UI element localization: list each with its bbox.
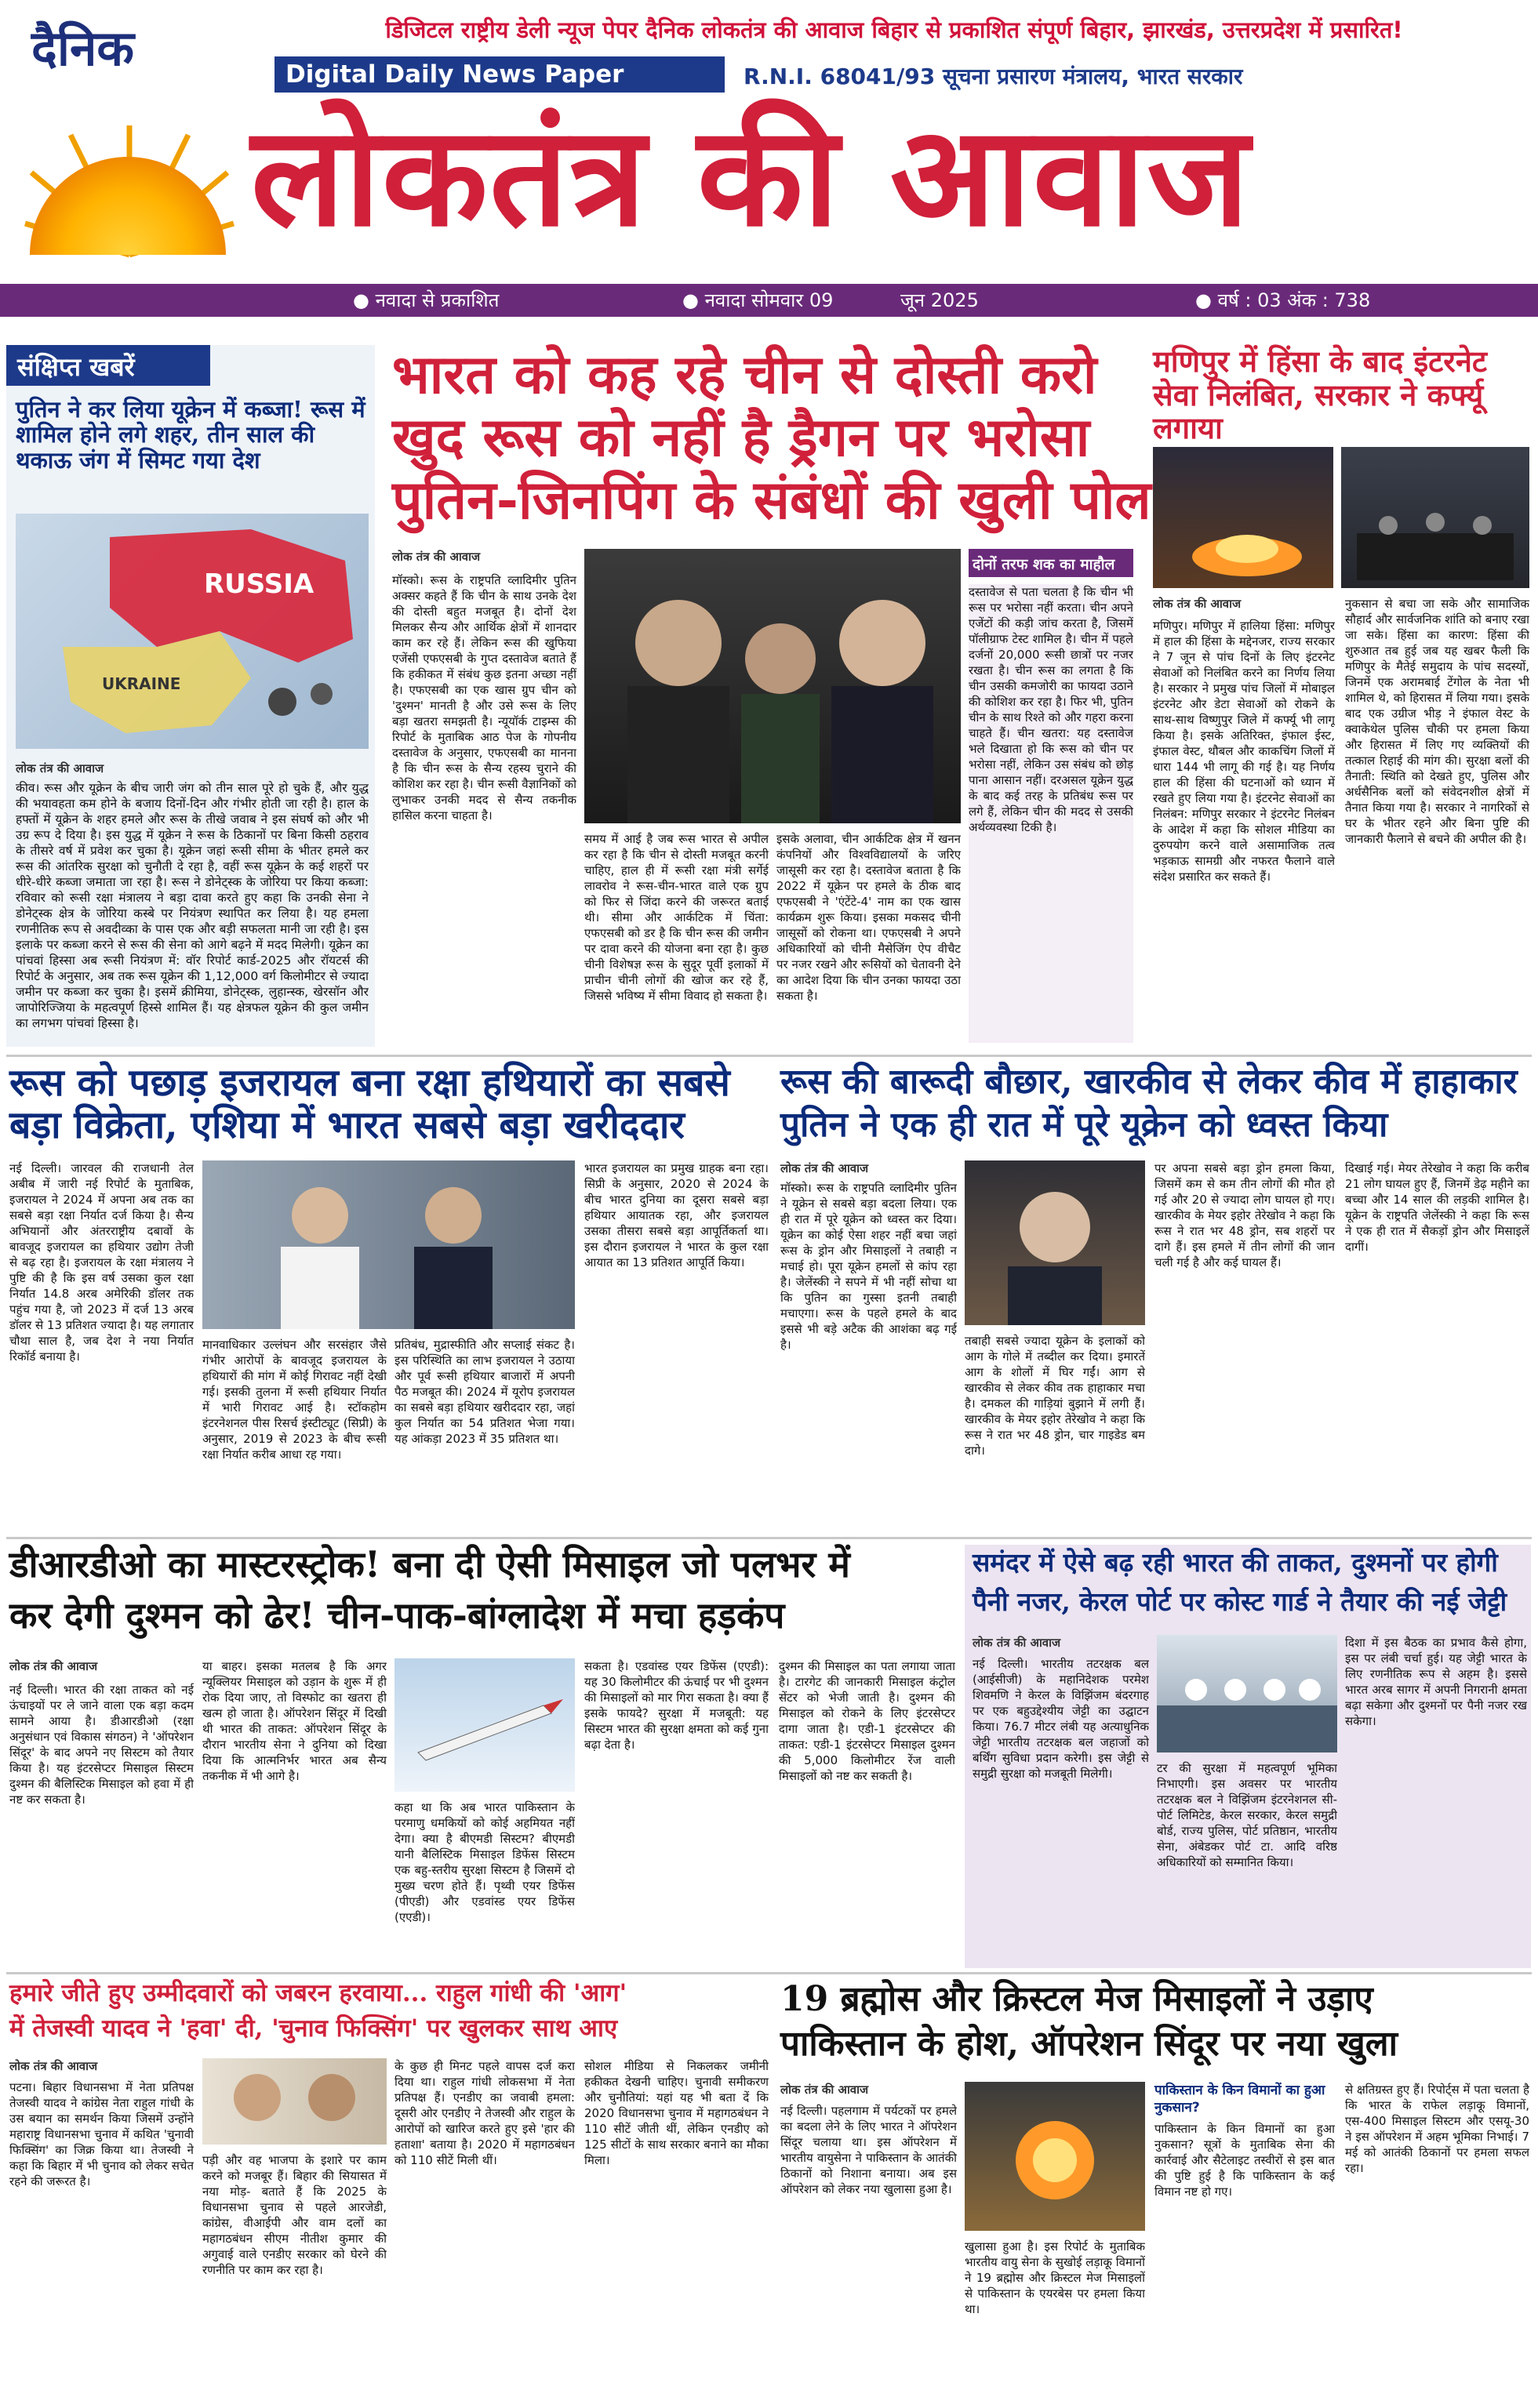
manipur-col-1: मणिपुर। मणिपुर में हालिया हिंसा: मणिपुर में हाल की हिंसा के मद्देनजर, राज्य सरकार ने 7 जून से पांच दिनों के लिए इंटरनेट सेवाओं को निलंबित करने का निर्णय लिया है। सरकार ने प्रमुख पांच जिलों में मोबाइल इंटरनेट और डेटा सेवाओं को रोकने के साथ-साथ विष्णुपुर जिले में कर्फ्यू भी लागू किया है। इसके अतिरिक्त, इंफाल ईस्ट, इंफाल वेस्ट, थौबल और काकचिंग जिलों में धारा 144 भी लागू की गई है। यह निर्णय हाल की हिंसा की घटनाओं को ध्यान में रखते हुए लिया गया है। इंटरनेट सेवाओं का निलंबन: मणिपुर सरकार ने इंटरनेट निलंबन के आदेश में कहा कि सोशल मीडिया का दुरुपयोग करने वाले असामाजिक तत्व भड़काऊ सामग्री और नफरत फैलाने वाले संदेश प्रसारित कर सकते हैं। [1153,619,1335,884]
rahul-col-4: सोशल मीडिया से निकलकर जमीनी हकीकत देखनी चाहिए। चुनावी समीकरण और चुनौतियां: यहां यह भी बता दें कि 2020 विधानसभा चुनाव में महागठबंधन ने 110 सीटें जीती थीं, लेकिन एनडीए को 125 सीटों के साथ सरकार बनाने का मौका मिला। [584,2059,769,2167]
rahul-photo [202,2058,387,2145]
lead-byline: लोक तंत्र की आवाज [392,550,481,564]
kharkiv-headline-1: रूस की बारूदी बौछार, खारकीव से लेकर कीव में हाहाकार [780,1062,1518,1102]
brahmos-col-1: नई दिल्ली। पहलगाम में पर्यटकों पर हमले का बदला लेने के लिए भारत ने ऑपरेशन सिंदूर चलाया था। इस ऑपरेशन में भारतीय वायुसेना ने पाकिस्तान के आतंकी ठिकानों को निशाना बनाया। अब इस ऑपरेशन को लेकर नया खुलासा हुआ है। [780,2104,957,2196]
kharkiv-headline-2: पुतिन ने एक ही रात में पूरे यूक्रेन को ध्वस्त किया [780,1105,1388,1145]
israel-col-4: भारत इजरायल का प्रमुख ग्राहक बना रहा। सिप्री के अनुसार, 2020 से 2024 के बीच भारत दुनिया का दूसरा सबसे बड़ा हथियार आयातक रहा, और इजरायल उसका तीसरा सबसे बड़ा आपूर्तिकर्ता था। इस दौरान इजरायल ने भारत के कुल रक्षा आयात का 13 प्रतिशत आपूर्ति किया। [584,1161,769,1269]
lead-headline-3: पुतिन-जिनपिंग के संबंधों की खुली पोल [392,469,1151,532]
drdo-col-2: या बाहर। इसका मतलब है कि अगर न्यूक्लियर मिसाइल को उड़ान के शुरू में ही रोक दिया जाए, तो विस्फोट का खतरा ही खत्म हो जाता है। ऑपरेशन सिंदूर में दिखी थी भारत की ताकत: ऑपरेशन सिंदूर के दौरान भारतीय सेना ने दुनिया को दिखा दिया कि आत्मनिर्भर भारत अब सैन्य तकनीक में भी आगे है। [202,1659,387,1783]
dateline-day: ● नवादा सोमवार 09 [682,289,834,311]
rahul-col-1: पटना। बिहार विधानसभा में नेता प्रतिपक्ष तेजस्वी यादव ने कांग्रेस नेता राहुल गांधी के उस बयान का समर्थन किया जिसमें उन्होंने महाराष्ट्र विधानसभा चुनाव में कथित 'चुनावी फिक्सिंग' का जिक्र किया था। तेजस्वी ने कहा कि बिहार में भी चुनाव को लेकर सचेत रहने की जरूरत है। [9,2080,194,2188]
israel-col-1: नई दिल्ली। जारवल की राजधानी तेल अबीब में जारी नई रिपोर्ट के मुताबिक, इजरायल ने 2024 में अपना अब तक का सबसे बड़ा रक्षा निर्यात दर्ज किया है। सैन्य अभियानों और अंतरराष्ट्रीय दबावों के बावजूद इजरायल का हथियार उद्योग तेजी से बढ़ रहा है। इजरायल के रक्षा मंत्रालय ने पुष्टि की है कि इस वर्ष उसका कुल रक्षा निर्यात 14.8 अरब अमेरिकी डॉलर तक पहुंच गया है, जो 2023 में दर्ज 13 अरब डॉलर से 13 प्रतिशत ज्यादा है। यह लगातार चौथा साल है, जब देश ने नया निर्यात रिकॉर्ड बनाया है। [9,1161,194,1364]
drdo-col-3: कहा था कि अब भारत पाकिस्तान के परमाणु धमकियों को कोई अहमियत नहीं देगा। क्या है बीएमडी सिस्टम? बीएमडी यानी बैलिस्टिक मिसाइल डिफेंस सिस्टम एक बहु-स्तरीय सुरक्षा सिस्टम है जिसमें दो मुख्य चरण होते हैं। पृथ्वी एयर डिफेंस (पीएडी) और एडवांस्ड एयर डिफेंस (एएडी)। [394,1800,575,1924]
top-banner: डिजिटल राष्ट्रीय डेली न्यूज पेपर दैनिक लोकतंत्र की आवाज बिहार से प्रकाशित संपूर्ण बिहार, झारखंड, उत्तरप्रदेश में प्रसारित! [385,16,1403,43]
israel-headline: रूस को पछाड़ इजरायल बना रक्षा हथियारों का सबसे बड़ा विक्रेता, एशिया में भारत सबसे बड़ा खरीददार [9,1061,730,1147]
rahul-col-2: पड़ी और वह भाजपा के इशारे पर काम करने को मजबूर हैं। बिहार की सियासत में नया मोड़- बताते हैं कि 2025 के विधानसभा चुनाव से पहले आरजेडी, कांग्रेस, वीआईपी और वाम दलों का महागठबंधन सीएम नीतीश कुमार की अगुवाई वाले एनडीए सरकार को घेरने की रणनीति पर काम कर रहा है। [202,2153,387,2277]
brief-label-text: संक्षिप्त खबरें [17,352,135,382]
lead-col-4: दस्तावेज से पता चलता है कि चीन भी रूस पर भरोसा नहीं करता। चीन अपने एजेंटों की कड़ी जांच करता है, जिसमें पॉलीग्राफ टेस्ट शामिल है। चीन में पहले दर्जनों 20,000 रूसी छात्रों पर नजर रखता है। चीन रूस का लगता है कि चीन उसकी कमजोरी का फायदा उठाने की कोशिश कर रहा है। फिर भी, पुतिन चीन के साथ रिश्ते को और गहरा करना चाहते हैं। चीन खतरा: यह दस्तावेज भले दिखाता हो कि रूस को चीन पर भरोसा नहीं, लेकिन उस संबंध को छोड़ पाना आसान नहीं। दरअसल यूक्रेन युद्ध के बाद कई तरह के प्रतिबंध रूस पर लगे हैं, लेकिन चीन की मदद से उसकी अर्थव्यवस्था टिकी है। [969,584,1133,1043]
leaders-photo-icon [584,549,961,823]
manipur-col-2: नुकसान से बचा जा सके और सामाजिक सौहार्द और सार्वजनिक शांति को बनाए रखा जा सके। हिंसा का कारण: हिंसा की शुरुआत तब हुई जब यह खबर फैली कि मणिपुर के मैतेई समुदाय के पांच सदस्यों, जिनमें एक अरामबाई टेंगोल के नेता भी शामिल थे, को हिरासत में लिया गया। इसके बाद एक उग्रीज भीड़ ने इंफाल वेस्ट के क्वाकेथेल पुलिस चौकी पर हमला किया और हिरासत में लिए गए व्यक्तियों की तत्काल रिहाई की मांग की। सुरक्षा बलों की तैनाती: स्थिति को देखते हुए, पुलिस और अर्धसैनिक बलों को संवेदनशील क्षेत्रों में तैनात किया गया है। सरकार ने नागरिकों से घर के भीतर रहने और बिना पुष्टि की जानकारी फैलाने से बचने की अपील की है। [1345,597,1529,846]
brand-small: दैनिक [31,20,135,77]
kharkiv-byline: लोक तंत्र की आवाज [780,1161,869,1175]
israel-photo [202,1160,575,1329]
drdo-col-4: सकता है। एडवांस्ड एयर डिफेंस (एएडी): यह 30 किलोमीटर की ऊंचाई पर भी दुश्मन की मिसाइलों को मार गिरा सकता है। क्या हैं इसके फायदे? सुरक्षा में मजबूती: यह सिस्टम भारत की सुरक्षा क्षमता को कई गुना बढ़ा देता है। [584,1659,769,1752]
drdo-missile-photo [394,1658,575,1792]
lead-col-2: समय में आई है जब रूस भारत से अपील कर रहा है कि चीन से दोस्ती मजबूत करनी चाहिए, हाल ही में रूसी रक्षा मंत्री सर्गेई लावरोव ने रूस-चीन-भारत वाले एक ग्रुप को फिर से जिंदा करने की जरूरत बताई थी। सीमा और आर्कटिक में चिंता: एफएसबी को डर है कि चीन रूस की जमीन पर दावा करने की योजना बना रहा है। कुछ चीनी विशेषज्ञ रूस के सुदूर पूर्वी इलाकों में प्राचीन चीनी लोगों की खोज कर रहे हैं, जिससे भविष्य में सीमा विवाद हो सकता है। [584,832,769,1003]
coastguard-col-1: नई दिल्ली। भारतीय तटरक्षक बल (आईसीजी) के महानिदेशक परमेश शिवमणि ने केरल के विझिंजम बंदरगाह पर एक बहुउद्देश्यीय जेट्टी का उद्घाटन किया। 76.7 मीटर लंबी यह अत्याधुनिक जेट्टी भारतीय तटरक्षक बल जहाजों को बर्थिंग सुविधा प्रदान करेगी। इस जेट्टी से समुद्री सुरक्षा को मजबूती मिलेगी। [973,1657,1149,1781]
brahmos-headline-2: पाकिस्तान के होश, ऑपरेशन सिंदूर पर नया खुला [780,2024,1398,2064]
dateline-month: जून 2025 [900,289,979,311]
brahmos-headline-1: 19 ब्रह्मोस और क्रिस्टल मेज मिसाइलों ने उड़ाए [780,1979,1373,2019]
manipur-photo-1 [1153,447,1333,588]
handshake-photo-icon [202,1160,575,1329]
lead-headline-1: भारत को कह रहे चीन से दोस्ती करो [392,343,1097,406]
kharkiv-col-1: मॉस्को। रूस के राष्ट्रपति व्लादिमीर पुतिन ने यूक्रेन से सबसे बड़ा बदला लिया। एक ही रात में पूरे यूक्रेन को ध्वस्त कर दिया। यूक्रेन का कोई ऐसा शहर नहीं बचा जहां रूस के ड्रोन और मिसाइलों ने तबाही न मचाई हो। पूरा यूक्रेन हमलों से कांप रहा है। जेलेंस्की ने सपने में भी नहीं सोचा था कि पुतिन का गुस्सा इतनी तबाही मचाएगा। रूस के पहले हमले के बाद इससे भी बड़े अटैक की आशंका बढ़ गई है। [780,1181,957,1352]
coastguard-headline-1: समंदर में ऐसे बढ़ रही भारत की ताकत, दुश्मनों पर होगी [973,1547,1498,1578]
dateline-place: ● नवादा से प्रकाशित [353,289,500,311]
divider [6,1972,1532,1974]
kharkiv-col-2: तबाही सबसे ज्यादा यूक्रेन के इलाकों को आग के गोले में तब्दील कर दिया। इमारतें आग के शोलों में घिर गईं। आग से खारकीव से लेकर कीव तक हाहाकार मचा है। दमकल की गाड़ियां बुझाने में लगी हैं। खारकीव के मेयर इहोर तेरेखोव ने कहा कि रूस ने रात भर 48 ड्रोन, चार गाइडेड बम दागे। [965,1334,1145,1458]
manipur-byline: लोक तंत्र की आवाज [1153,597,1242,611]
coastguard-col-2: टर की सुरक्षा में महत्वपूर्ण भूमिका निभाएगी। इस अवसर पर भारतीय तटरक्षक बल ने विझिंजम इंटरनेशनल सी-पोर्ट लिमिटेड, केरल सरकार, केरल समुद्री बोर्ड, राज्य पुलिस, पोर्ट प्रतिष्ठान, भारतीय सेना, अंबेडकर पोर्ट टा. आदि वरिष्ठ अधिकारियों को सम्मानित किया। [1157,1761,1337,1869]
lead-photo [584,549,961,823]
drdo-byline: लोक तंत्र की आवाज [9,1659,98,1673]
lead-col-1: मॉस्को। रूस के राष्ट्रपति व्लादिमीर पुतिन अक्सर कहते हैं कि चीन के साथ उनके देश की दोस्ती बहुत मजबूत है। दोनों देश मिलकर सैन्य और आर्थिक क्षेत्रों में शानदार काम कर रहे हैं। लेकिन रूस की खुफिया एजेंसी एफएसबी के गुप्त दस्तावेज बताते हैं कि हकीकत में संबंध कुछ इतना अच्छा नहीं है। एफएसबी का एक खास ग्रुप चीन को 'दुश्मन' मानती है और उसे रूस के लिए बड़ा खतरा समझती है। न्यूयॉर्क टाइम्स की रिपोर्ट के मुताबिक आठ पेज के गोपनीय दस्तावेज के अनुसार, एफएसबी का मानना है कि चीन रूस के सैन्य रहस्य चुराने की कोशिश कर रहा है। चीन रूसी वैज्ञानिकों को लुभाकर उनकी मदद से सैन्य तकनीक हासिल करना चाहता है। [392,573,576,823]
manipur-headline: मणिपुर में हिंसा के बाद इंटरनेट सेवा निलंबित, सरकार ने कर्फ्यू लगाया [1153,343,1488,446]
rahul-headline-1: हमारे जीते हुए उम्मीदवारों को जबरन हरवाया... राहुल गांधी की 'आग' [9,1979,627,2007]
rahul-byline: लोक तंत्र की आवाज [9,2059,98,2073]
coastguard-photo [1157,1635,1337,1752]
ceremony-photo-icon [1157,1635,1337,1752]
brahmos-caption: पाकिस्तान के किन विमानों का हुआ नुकसान? [1154,2083,1325,2116]
putin-photo-icon [965,1160,1145,1325]
rahul-headline-2: में तेजस्वी यादव ने 'हवा' दी, 'चुनाव फिक्सिंग' पर खुलकर साथ आए [9,2014,618,2043]
dateline-bar [0,284,1538,317]
brief-byline: लोक तंत्र की आवाज [16,761,104,775]
coastguard-byline: लोक तंत्र की आवाज [973,1636,1061,1650]
israel-col-2: मानवाधिकार उल्लंघन और सरसंहार जैसे गंभीर आरोपों के बावजूद इजरायल के हथियारों की मांग में कोई गिरावट नहीं देखी गई। इसकी तुलना में रूसी हथियार निर्यात में भारी गिरावट आई है। स्टॉकहोम इंटरनेशनल पीस रिसर्च इंस्टीट्यूट (सिप्री) के अनुसार, 2019 से 2023 के बीच रूसी रक्षा निर्यात करीब आधा रह गया। [202,1338,387,1462]
brahmos-photo [965,2082,1145,2231]
explosion-photo-icon [965,2082,1145,2231]
map-label-russia: RUSSIA [204,568,315,600]
brahmos-col-4: से क्षतिग्रस्त हुए हैं। रिपोर्ट्स में पता चलता है कि भारत के राफेल लड़ाकू विमानों, एस-400 मिसाइल सिस्टम और एसयू-30 ने इस ऑपरेशन में अहम भूमिका निभाई। 7 मई को आतंकी ठिकानों पर हमला सफल रहा। [1345,2083,1529,2175]
missile-photo-icon [394,1658,575,1792]
kharkiv-col-3: पर अपना सबसे बड़ा ड्रोन हमला किया, जिसमें कम से कम तीन लोगों की मौत हो गई और 20 से ज्यादा लोग घायल हो गए। खारकीव के मेयर इहोर तेरेखोव ने कहा कि रूस ने रात भर 48 ड्रोन, सब शहरों पर दागे हैं। इस हमले में तीन लोगों की जान चली गई है और कई घायल हैं। [1154,1161,1335,1269]
kharkiv-col-4: दिखाई गई। मेयर तेरेखोव ने कहा कि करीब 21 लोग घायल हुए हैं, जिनमें डेढ़ महीने का बच्चा और 14 साल की लड़की शामिल है। यूक्रेन के राष्ट्रपति जेलेंस्की ने कहा कि रूस ने एक ही रात में सैकड़ों ड्रोन और मिसाइलें दागीं। [1345,1161,1529,1254]
coastguard-col-3: दिशा में इस बैठक का प्रभाव कैसे होगा, इस पर लंबी चर्चा हुई। यह जेट्टी भारत के लिए रणनीतिक रूप से अहम है। इससे भारत अरब सागर में अपनी निगरानी क्षमता बढ़ा सकेगा और दुश्मनों पर पैनी नजर रख सकेगा। [1345,1636,1527,1728]
drdo-headline-1: डीआरडीओ का मास्टरस्ट्रोक! बना दी ऐसी मिसाइल जो पलभर में [9,1543,850,1585]
brahmos-col-3: पाकिस्तान के किन विमानों का हुआ नुकसान? सूत्रों के मुताबिक सेना की कार्रवाई और सैटेलाइट तस्वीरों से इस बात की पुष्टि हुई है कि पाकिस्तान के कई विमान नष्ट हो गए। [1154,2122,1335,2199]
rahul-col-3: के कुछ ही मिनट पहले वापस दर्ज करा दिया था। राहुल गांधी लोकसभा में नेता प्रतिपक्ष हैं। एनडीए का जवाबी हमला: दूसरी ओर एनडीए ने तेजस्वी और राहुल के आरोपों को खारिज करते हुए इसे 'हार की हताशा' बताया है। 2020 में महागठबंधन को 110 सीटें मिली थीं। [394,2059,575,2167]
fire-photo-icon [1153,447,1333,588]
brief-map-image [16,514,369,749]
drdo-headline-2: कर देगी दुश्मन को ढेर! चीन-पाक-बांग्लादेश में मचा हड़कंप [9,1594,785,1636]
drdo-col-1: नई दिल्ली। भारत की रक्षा ताकत को नई ऊंचाइयों पर ले जाने वाला एक बड़ा कदम सामने आया है। डीआरडीओ (रक्षा अनुसंधान एवं विकास संगठन) ने 'ऑपरेशन सिंदूर' के बाद अपने नए सिस्टम को तैयार किया है। यह इंटरसेप्टर मिसाइल सिस्टम दुश्मन की बैलिस्टिक मिसाइल को हवा में ही नष्ट कर सकता है। [9,1683,194,1807]
manipur-photo-2 [1341,447,1529,588]
map-label-ukraine: UKRAINE [102,674,181,693]
brief-text: कीव। रूस और यूक्रेन के बीच जारी जंग को तीन साल पूरे हो चुके हैं, और युद्ध की भयावहता कम होने के बजाय दिनों-दिन और गंभीर होती जा रही है। हाल के हफ्तों में यूक्रेन के शहर हमले और रूस के तीखे जवाब ने इस संघर्ष को और भी उग्र रूप दे दिया है। इस युद्ध में यूक्रेन ने रूस के ठिकानों पर बिना किसी ठहराव के तीसरे वर्ष में प्रवेश कर चुका है। यूक्रेन जहां रूसी सीमा के भीतर हमले कर रूस की आंतरिक सुरक्षा को चुनौती दे रहा है, वहीं रूस यूक्रेन के कई शहरों पर धीरे-धीरे कब्जा जमाता जा रहा है। रूस ने डोनेट्स्क के जोरिया पर किया कब्जा: रविवार को रूसी रक्षा मंत्रालय ने बड़ा दावा करते हुए कहा कि उनकी सेना ने डोनेट्स्क क्षेत्र के जोरिया कस्बे पर नियंत्रण स्थापित कर लिया है। यह हमला रणनीतिक रूप से अवदीव्का के पास एक और बड़ी सफलता मानी जा रही है। इस इलाके पर कब्जा करने से रूस की सेना को आगे बढ़ने में मदद मिलेगी। यूक्रेन का पांचवां हिस्सा अब रूसी नियंत्रण में: वॉर रिपोर्ट कार्ड-2025 और रॉयटर्स की रिपोर्ट के अनुसार, अब तक रूस यूक्रेन की 1,12,000 वर्ग किलोमीटर से ज्यादा जमीन पर कब्जा कर चुका है। इसमें क्रीमिया, डोनेट्स्क, लुहान्स्क, खेरसॉन और जापोरिज्जिया के महत्वपूर्ण हिस्से शामिल हैं। यह क्षेत्रफल यूक्रेन की कुल जमीन का लगभग पांचवां हिस्सा है। [16,781,369,1030]
brief-headline: पुतिन ने कर लिया यूक्रेन में कब्जा! रूस में शामिल होने लगे शहर, तीन साल की थकाऊ जंग में सिमट गया देश [16,396,365,474]
newspaper-title: लोकतंत्र की आवाज [251,95,1251,257]
digital-label: Digital Daily News Paper [275,56,725,93]
israel-col-3: प्रतिबंध, मुद्रास्फीति और सप्लाई संकट है। इस परिस्थिति का लाभ इजरायल ने उठाया और पूर्व रूसी हथियार बाजारों में अपनी पैठ मजबूत की। 2024 में यूरोप इजरायल का सबसे बड़ा हथियार खरीददार रहा, जहां कुल निर्यात का 54 प्रतिशत भेजा गया। यह आंकड़ा 2023 में 35 प्रतिशत था। [394,1338,575,1446]
divider [6,1055,1532,1057]
drdo-col-5: दुश्मन की मिसाइल का पता लगाया जाता है। टारगेट की जानकारी मिसाइल कंट्रोल सेंटर को भेजी जाती है। दुश्मन की मिसाइल को रोकने के लिए इंटरसेप्टर दागा जाता है। एडी-1 इंटरसेप्टर की ताकत: एडी-1 इंटरसेप्टर मिसाइल दुश्मन की 5,000 किलोमीटर रेंज वाली मिसाइलों को नष्ट कर सकती है। [779,1659,955,1783]
map-illustration-icon [16,514,369,749]
crowd-photo-icon [1341,447,1529,588]
lead-headline-2: खुद रूस को नहीं है ड्रैगन पर भरोसा [392,406,1090,469]
brahmos-byline: लोक तंत्र की आवाज [780,2083,869,2097]
divider [6,1537,1532,1539]
leaders-portrait-icon [202,2058,387,2145]
brief-section [6,345,375,1047]
masthead [0,0,1538,290]
kharkiv-photo [965,1160,1145,1325]
coastguard-headline-2: पैनी नजर, केरल पोर्ट पर कोस्ट गार्ड ने तैयार की नई जेट्टी [973,1586,1507,1617]
lead-col-3: इसके अलावा, चीन आर्कटिक क्षेत्र में खनन कंपनियों और विश्वविद्यालयों के जरिए जासूसी कर रहा है। दस्तावेज बताता है कि 2022 में यूक्रेन पर हमले के ठीक बाद एफएसबी ने 'एंटेंटे-4' नाम का एक खास कार्यक्रम शुरू किया। इसका मकसद चीनी जासूसों को रोकना था। एफएसबी ने अपने अधिकारियों को चीनी मैसेजिंग ऐप वीचैट पर नजर रखने और रूसियों को चेतावनी देने का आदेश दिया कि चीन उनका फायदा उठा सकता है। [776,832,961,1003]
dateline-issue: ● वर्ष : 03 अंक : 738 [1195,289,1371,311]
rni-number: R.N.I. 68041/93 सूचना प्रसारण मंत्रालय, भारत सरकार [744,64,1243,89]
brahmos-col-2: खुलासा हुआ है। इस रिपोर्ट के मुताबिक भारतीय वायु सेना के सुखोई लड़ाकू विमानों ने 19 ब्रह्मोस और क्रिस्टल मेज मिसाइलों से पाकिस्तान के एयरबेस पर हमला किया था। [965,2239,1145,2316]
lead-photo-caption-text: दोनों तरफ शक का माहौल [973,556,1115,573]
